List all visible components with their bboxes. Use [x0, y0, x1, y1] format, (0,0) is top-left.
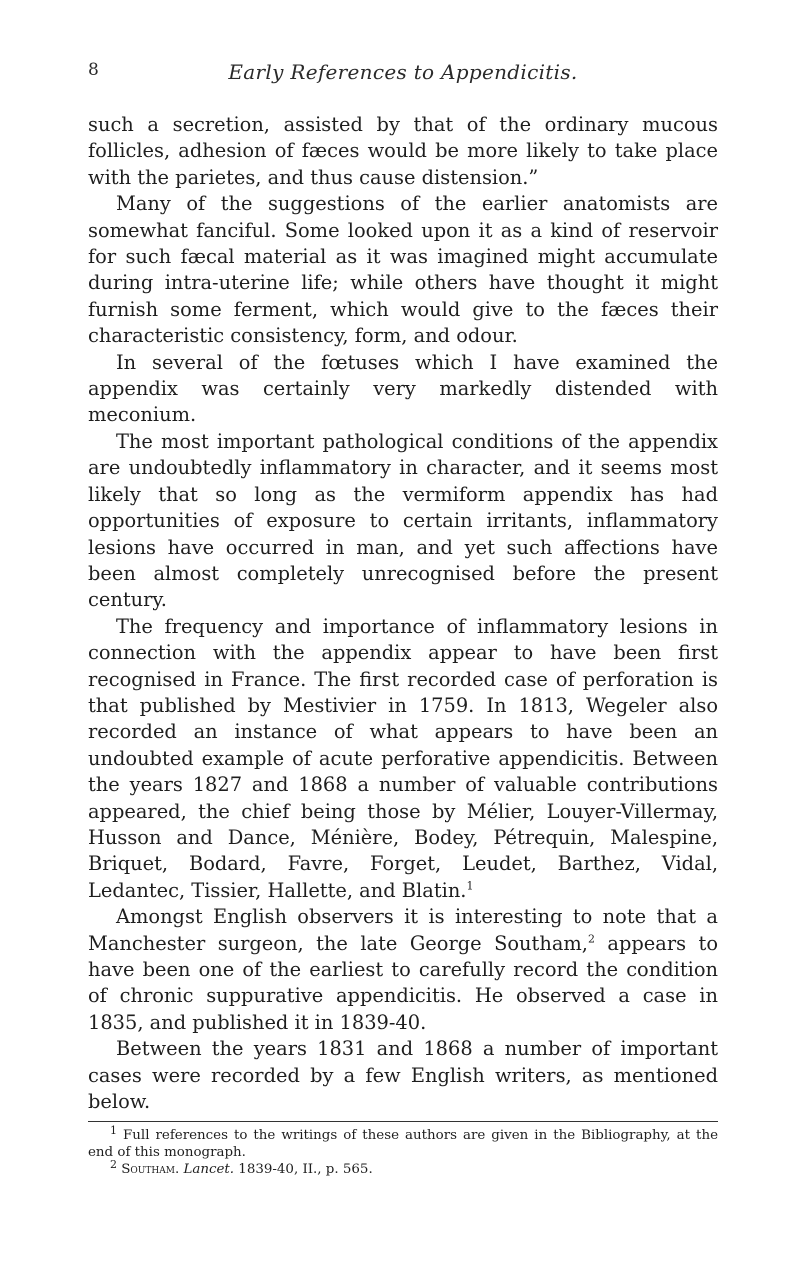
paragraph-text-continued: appears to have been one of the earliest to carefully record the condition of chronic suppurative appendicitis. He observed a case in 1835, and published it in 1839-40.: [88, 931, 718, 1034]
footnote-text: 1839-40, II., p. 565.: [234, 1162, 373, 1178]
paragraph-text: Many of the suggestions of the earlier anatomists are somewhat fanciful. Some looked upon it as a kind of reservoir for such fæcal material as it was imagined might accumulate during intra-uterine life; while others have thought it might furnish some ferment, which would give to the fæces their characteristic consistency, form, and odour.: [88, 192, 718, 348]
paragraph-english-writers: [88, 1036, 718, 1115]
paragraph-france: [88, 614, 718, 904]
paragraph-text: The most important pathological conditions of the appendix are undoubtedly inflammatory in character, and it seems most likely that so long as the vermiform appendix has had opportunities of exposure to certain irritants, inflammatory lesions have occurred in man, and yet such affections have been almost completely unrecognised before the present century.: [88, 429, 718, 612]
paragraph-text: Amongst English observers it is interesting to note that a Manchester surgeon, the late George Southam,: [88, 905, 718, 955]
footnote-ref-1[interactable]: 1: [466, 879, 474, 893]
paragraph-foetuses: [88, 350, 718, 429]
footnote-ref-2[interactable]: 2: [587, 932, 595, 946]
running-title: Early References to Appendicitis.: [228, 60, 578, 84]
footnote-2: $^2$ Southam. Lancet. 1839-40, II., p. 565.: [110, 1157, 373, 1178]
paragraph-pathological-conditions: [88, 429, 718, 614]
paragraph-text: Between the years 1831 and 1868 a number of important cases were recorded by a few English writers, as mentioned below.: [88, 1037, 718, 1114]
book-page: [88, 60, 718, 1178]
page-number: 8: [88, 60, 99, 80]
footnotes: [88, 1123, 718, 1178]
body-text: [88, 112, 718, 1115]
paragraph-text: In several of the fœtuses which I have examined the appendix was certainly very markedly distended with meconium.: [88, 350, 718, 427]
footnote-author: Southam.: [117, 1162, 180, 1178]
footnote-divider: [88, 1121, 718, 1122]
paragraph-text: such a secretion, assisted by that of the ordinary mucous follicles, adhesion of fæces would be more likely to take place with the parietes, and thus cause distension.”: [88, 113, 718, 189]
footnote-journal: Lancet.: [179, 1162, 235, 1178]
paragraph-continuation: [88, 112, 718, 191]
running-head: [88, 60, 718, 94]
paragraph-text: The frequency and importance of inflammatory lesions in connection with the appendix appear to have been first recognised in France. The first recorded case of perforation is that published by Mestivier in 1759. In 1813, Wegeler also recorded an instance of what appears to have been an undoubted example of acute perforative appendicitis. Between the years 1827 and 1868 a number of valuable contributions appeared, the chief being those by Mélier, Louyer-Villermay, Husson and Dance, Ménière, Bodey, Pétrequin, Malespine, Briquet, Bodard, Favre, Forget, Leudet, Barthez, Vidal, Ledantec, Tissier, Hallette, and Blatin.: [88, 614, 718, 902]
footnote-text: Full references to the writings of these authors are given in the Bibliography, at the end of this monograph.: [88, 1128, 718, 1161]
footnote-1: $^1$ Full references to the writings of these authors are given in the Bibliography, at the end of this monograph.: [88, 1123, 718, 1161]
paragraph-english-observers: [88, 904, 718, 1036]
paragraph-earlier-anatomists: [88, 191, 718, 349]
